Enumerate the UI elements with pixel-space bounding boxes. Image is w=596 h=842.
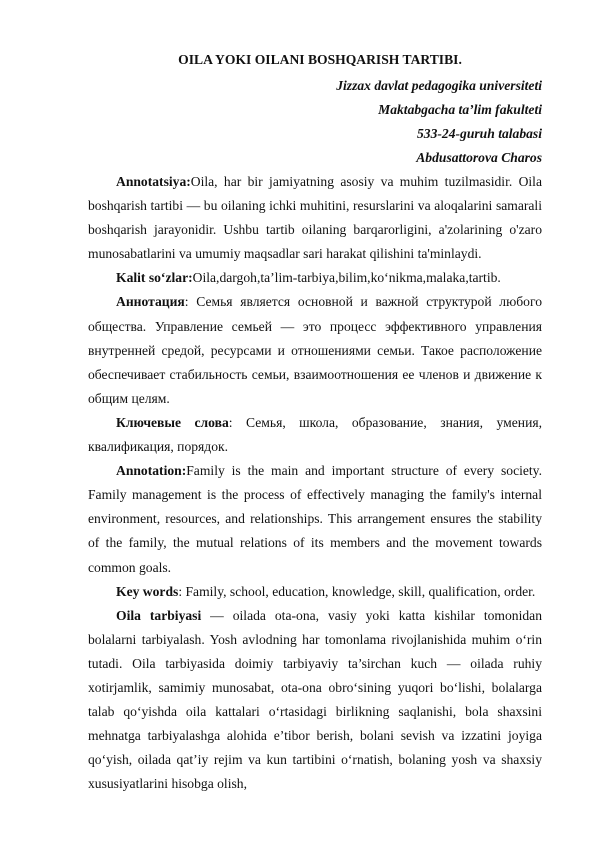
annotation-en-text: Family is the main and important structure of every society. Family management is the process of effectively managing the family's internal environment, resources, and relationships. This arrangement ensures the stability of the family, the mutual relations of its members and the movement towards common goals. xyxy=(88,463,542,575)
university-name: Jizzax davlat pedagogika universiteti xyxy=(336,78,542,93)
annotation-uz xyxy=(88,170,542,266)
keywords-uz xyxy=(88,266,542,290)
document-title: OILA YOKI OILANI BOSHQARISH TARTIBI. xyxy=(178,52,462,67)
annotation-en xyxy=(88,459,542,579)
keywords-en xyxy=(88,580,542,604)
annotation-ru-label: Аннотация xyxy=(116,294,185,310)
annotation-ru-text: : Семья является основной и важной структурой любого общества. Управление семьей — это процесс эффективного управления внутренней средой, ресурсами и отношениями семьи. Такое расположение обеспечивает стабильность семьи, взаимоотношения ее членов и движение к общим целям. xyxy=(88,294,542,406)
faculty-name: Maktabgacha ta’lim fakulteti xyxy=(378,102,542,117)
keywords-uz-label: Kalit so‘zlar: xyxy=(116,270,193,286)
body-paragraph-label: Oila tarbiyasi xyxy=(116,607,202,623)
annotation-en-label: Annotation: xyxy=(116,463,187,479)
keywords-en-label: Key words xyxy=(116,583,179,599)
annotation-uz-text: Oila, har bir jamiyatning asosiy va muhim tuzilmasidir. Oila boshqarish tartibi — bu oilaning ichki muhitini, resurslarini va aloqalarini samarali boshqarish jarayonidir. Ushbu tartib oilaning barqarorligini, a'zolarining o'zaro munosabatlarini va umumiy maqsadlar sari harakat qilishini ta'minlaydi. xyxy=(88,174,542,262)
keywords-uz-text: Oila,dargoh,ta’lim-tarbiya,bilim,ko‘nikma,malaka,tartib. xyxy=(192,270,501,286)
student-group: 533-24-guruh talabasi xyxy=(416,126,542,141)
annotation-ru xyxy=(88,290,542,410)
body-paragraph xyxy=(88,604,542,797)
keywords-ru-label: Ключевые слова xyxy=(116,414,229,430)
author-name: Abdusattorova Charos xyxy=(416,150,542,165)
keywords-ru xyxy=(88,411,542,459)
annotation-uz-label: Annotatsiya: xyxy=(116,174,191,189)
keywords-ru-text: : Семья, школа, образование, знания, умения, квалификация, порядок. xyxy=(88,414,542,455)
keywords-en-text: : Family, school, education, knowledge, skill, qualification, order. xyxy=(178,583,536,599)
author-block xyxy=(88,74,542,170)
body-paragraph-text: — oilada ota-ona, vasiy yoki katta kishilar tomonidan bolalarni tarbiyalash. Yosh avlodning har tomonlama rivojlanishida muhim o‘rin tutadi. Oila tarbiyasida doimiy tarbiyaviy ta’sirchan kuch — oilada ruhiy xotirjamlik, samimiy munosabat, ota-ona obro‘sining yuqori bo‘lishi, bolalarga talab qo‘yishda oila kattalari o‘rtasidagi birlikning saqlanishi, bola shaxsini mehnatga tarbiyalashga alohida e’tibor berish, bolani sevish va izzatini joyiga qo‘yish, oilada qat’iy rejim va kun tartibini o‘rnatish, bolaning yosh va shaxsiy xususiyatlarini hisobga olish, xyxy=(88,607,542,792)
